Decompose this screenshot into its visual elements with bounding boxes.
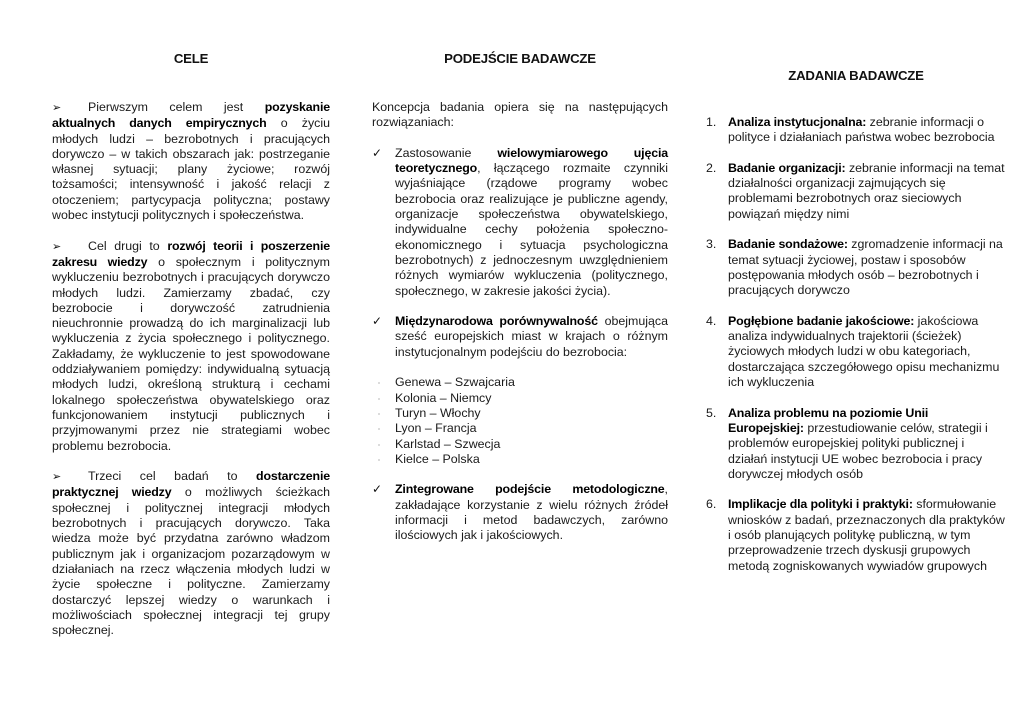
approach-emphasis: Międzynarodowa porównywalność <box>395 314 598 329</box>
approach-emphasis: Zintegrowane podejście metodologiczne <box>395 482 665 497</box>
podejscie-body <box>372 100 668 559</box>
task-number: 3. <box>706 237 717 252</box>
city-list <box>372 375 668 467</box>
task-list <box>706 115 1006 589</box>
cele-paragraph-1: ➢ Pierwszym celem jest pozyskanie aktualnych danych empirycznych o życiu młodych ludzi – bezrobotnych i pracujących dorywczo – w takich obszarach jak: postrzeganie własnej sytuacji; plany życiowe; rozwój tożsamości; intensywność i jakość relacji z otoczeniem; partycypacja polityczna; postawy wobec instytucji politycznych i społeczeństwa. <box>52 100 330 223</box>
task-description: przestudiowanie celów, strategii i problemów europejskiej polityki publicznej i działań instytucji UE wobec bezrobocia i pracy dorywczej młodych osób <box>728 420 988 481</box>
approach-item-1: ✓ Zastosowanie wielowymiarowego ujęcia teoretycznego, łączącego rozmaite czynniki wyjaśniające (rządowe programy wobec bezrobocia oraz realizujące je publiczne agendy, organizacje społeczeństwa obywatelskiego, indywidualne cechy położenia społeczno-ekonomicznego i sytuacja psychologiczna bezrobotnych) z jednoczesnym uwzględnieniem różnych wymiarów wykluczenia (politycznego, społecznego, w zakresie jakości życia). <box>372 145 668 298</box>
city-item: Karlstad – Szwecja <box>395 437 668 452</box>
task-title: Implikacje dla polityki i praktyki: <box>728 497 913 512</box>
checkmark-icon: ✓ <box>372 145 383 160</box>
city-item: Genewa – Szwajcaria <box>395 375 668 390</box>
task-description: zebranie informacji o polityce i działaniach państwa wobec bezrobocia <box>728 115 995 145</box>
city-item: Turyn – Włochy <box>395 406 668 421</box>
task-description: sformułowanie wniosków z badań, przeznaczonych dla praktyków i osób planujących politykę publiczną, w tym przeprowadzenie trzech dyskusji grupowych metodą zogniskowanych wywiadów grupowych <box>728 497 1005 573</box>
task-item-6 <box>706 497 1006 573</box>
task-item-5 <box>706 406 1006 482</box>
task-title: Pogłębione badanie jakościowe: <box>728 313 915 328</box>
dot-bullet-icon <box>378 444 380 446</box>
task-title: Analiza problemu na poziomie Unii Europejskiej: <box>728 405 929 435</box>
cele-paragraph-3: ➢ Trzeci cel badań to dostarczenie praktycznej wiedzy o możliwych ścieżkach społecznej i politycznej integracji młodych bezrobotnych i pracujących dorywczo. Taka wiedza może być przydatna zarówno władzom publicznym jak i organizacjom pozarządowym w działaniach na rzecz włączenia młodych ludzi w życie społeczne i polityczne. Zamierzamy dostarczyć lepszej wiedzy o warunkach i możliwościach społecznej integracji tej grupy społecznej. <box>52 469 330 638</box>
approach-item-3: ✓ Zintegrowane podejście metodologiczne, zakładające korzystanie z wielu różnych źródeł informacji i metod badawczych, zarówno ilościowych jak i jakościowych. <box>372 482 668 543</box>
task-number: 5. <box>706 405 717 420</box>
city-item: Kielce – Polska <box>395 452 668 467</box>
task-number: 6. <box>706 497 717 512</box>
heading-podejscie-badawcze: PODEJŚCIE BADAWCZE <box>444 51 596 66</box>
task-item-3 <box>706 237 1006 298</box>
heading-cele: CELE <box>173 51 209 66</box>
cele-emphasis: pozyskanie aktualnych danych empirycznych <box>52 100 330 131</box>
dot-bullet-icon <box>378 428 380 430</box>
cele-paragraph-2: ➢ Cel drugi to rozwój teorii i poszerzenie zakresu wiedzy o społecznym i politycznym wykluczeniu bezrobotnych i pracujących dorywczo młodych ludzi. Zamierzamy zbadać, czy bezrobocie i dorywczość zatrudnienia nieuchronnie prowadzą do ich marginalizacji lub wykluczenia z życia społecznego i politycznego. Zakładamy, że wykluczenie to jest spowodowane oddziaływaniem pomiędzy: indywidualną sytuacją młodych ludzi, określoną strukturą i cechami lokalnego społeczeństwa obywatelskiego oraz funkcjonowaniem instytucji publicznych i przyjmowanymi przez nie strategiami wobec problemu bezrobocia. <box>52 238 330 453</box>
dot-bullet-icon <box>378 413 380 415</box>
task-title: Badanie sondażowe: <box>728 237 848 252</box>
task-title: Analiza instytucjonalna: <box>728 115 867 129</box>
arrow-bullet-icon: ➢ <box>52 471 62 484</box>
cele-emphasis: rozwój teorii i poszerzenie zakresu wiedzy <box>52 238 330 269</box>
task-number: 2. <box>706 160 717 175</box>
checkmark-icon: ✓ <box>372 482 383 497</box>
dot-bullet-icon <box>378 398 380 400</box>
task-item-1 <box>706 115 1006 146</box>
cele-paragraphs <box>52 100 330 654</box>
arrow-bullet-icon: ➢ <box>52 240 62 253</box>
arrow-bullet-icon: ➢ <box>52 102 62 114</box>
task-description: zgromadzenie informacji na temat sytuacji życiowej, postaw i sposobów postępowania młodych osób – bezrobotnych i pracujących dorywczo <box>728 237 1003 298</box>
task-number: 4. <box>706 313 717 328</box>
task-item-4 <box>706 314 1006 390</box>
approach-item-2: ✓ Międzynarodowa porównywalność obejmująca sześć europejskich miast w krajach o różnym instytucjonalnym podejściu do bezrobocia: <box>372 314 668 359</box>
cele-emphasis: dostarczenie praktycznej wiedzy <box>52 469 330 500</box>
task-description: zebranie informacji na temat działalności organizacji zajmujących się problemami bezrobotnych oraz sieciowych powiązań między nimi <box>728 160 1005 221</box>
approach-emphasis: wielowymiarowego ujęcia teoretycznego <box>395 145 668 176</box>
task-title: Badanie organizacji: <box>728 160 846 175</box>
heading-zadania-badawcze: ZADANIA BADAWCZE <box>788 68 924 83</box>
dot-bullet-icon <box>378 459 380 461</box>
dot-bullet-icon <box>378 382 380 384</box>
task-item-2 <box>706 161 1006 222</box>
task-number: 1. <box>706 115 717 129</box>
checkmark-icon: ✓ <box>372 314 383 329</box>
city-item: Kolonia – Niemcy <box>395 391 668 406</box>
city-item: Lyon – Francja <box>395 421 668 436</box>
task-description: jakościowa analiza indywidualnych trajektorii (ścieżek) życiowych młodych ludzi w obu kategoriach, dostarczająca szczegółowego opisu mechanizmu ich wykluczenia <box>728 313 1000 390</box>
podejscie-intro: Koncepcja badania opiera się na następujących rozwiązaniach: <box>372 100 668 130</box>
